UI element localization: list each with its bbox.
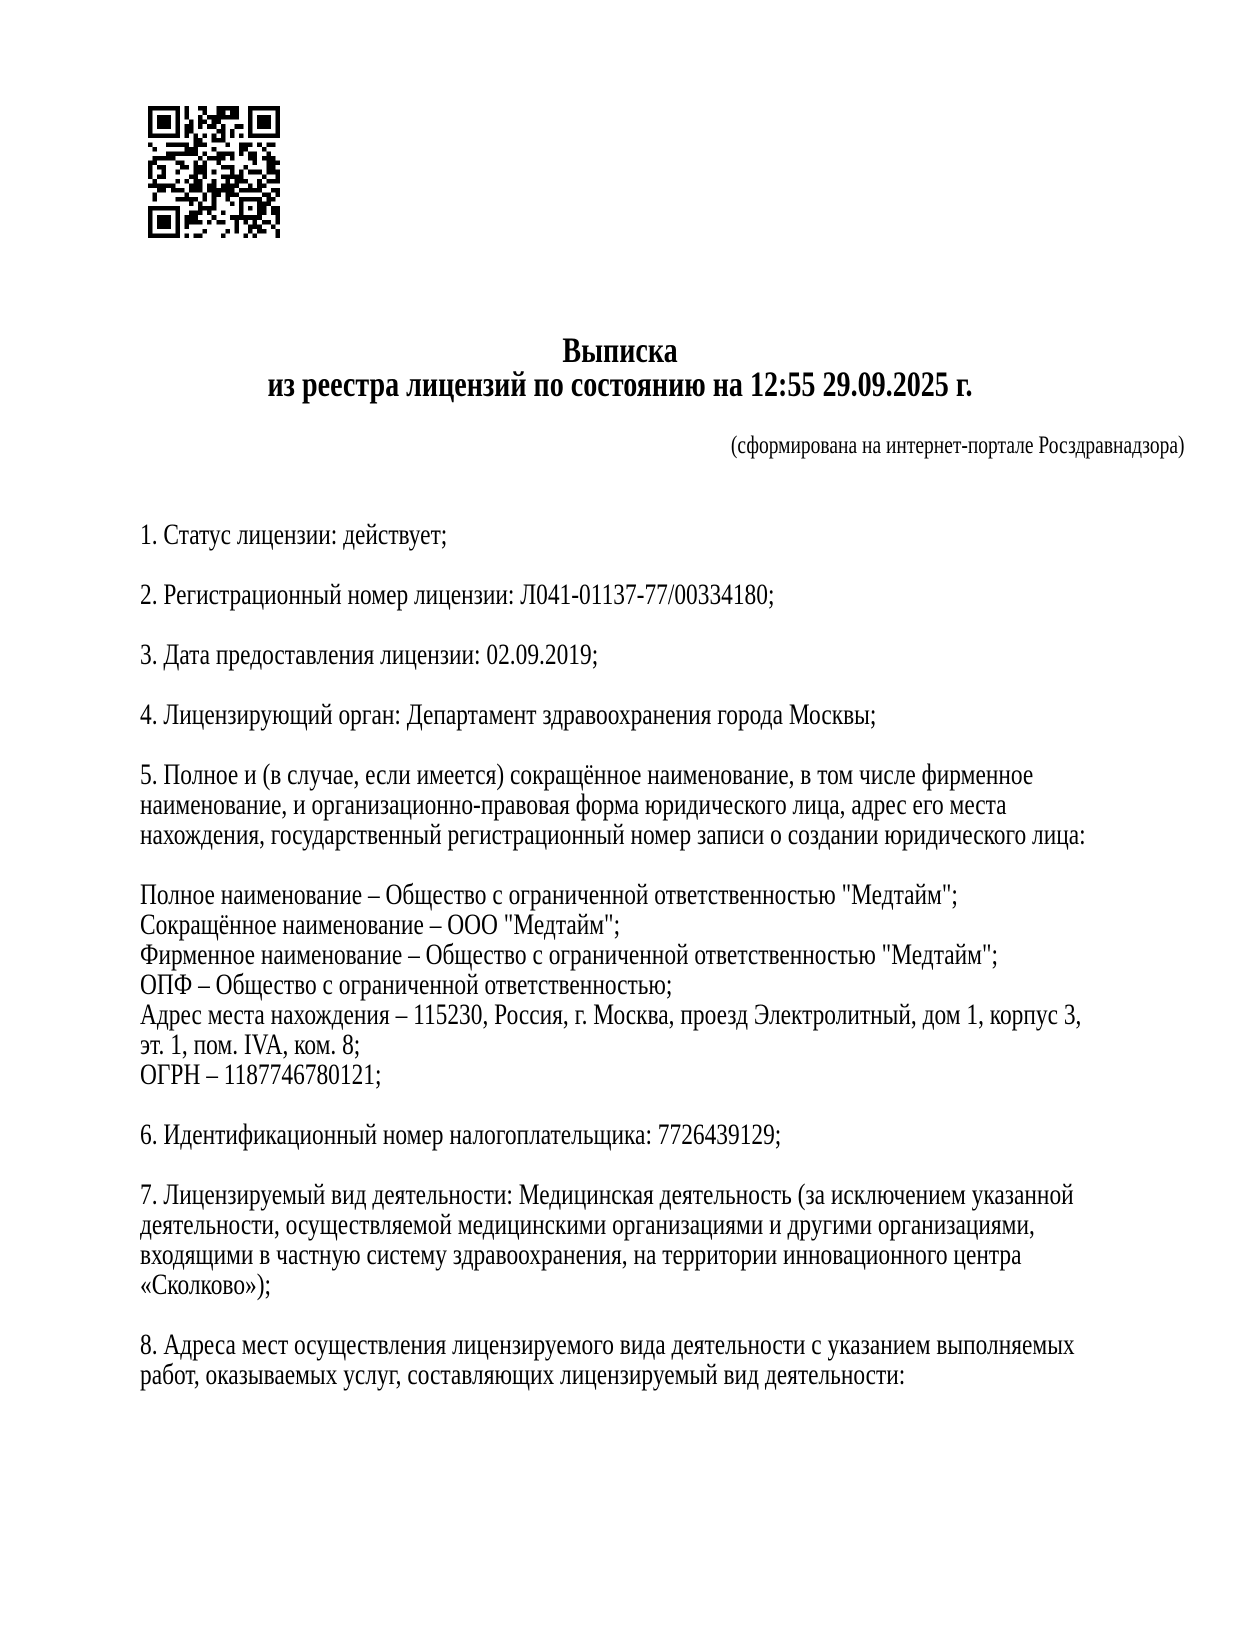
text-line: деятельности, осуществляемой медицинскими организациями и другими организациями, [140, 1208, 1035, 1241]
text-line: ОГРН – 1187746780121; [140, 1058, 382, 1091]
text-line: эт. 1, пом. IVA, ком. 8; [140, 1028, 361, 1061]
document-subtitle: (сформирована на интернет-портале Росздравнадзора) [731, 432, 1185, 459]
paragraph-license-date [140, 640, 1140, 670]
paragraph-licensed-activity [140, 1180, 1140, 1300]
text-line: Адрес места нахождения – 115230, Россия, г. Москва, проезд Электролитный, дом 1, корпус 3, [140, 998, 1082, 1031]
document-title-line1: Выписка [562, 330, 678, 370]
paragraph-organization-details [140, 880, 1140, 1090]
text-line: 6. Идентификационный номер налогоплательщика: 7726439129; [140, 1118, 782, 1151]
paragraph-inn [140, 1120, 1140, 1150]
text-line: 8. Адреса мест осуществления лицензируемого вида деятельности с указанием выполняемых [140, 1328, 1075, 1361]
text-line: 1. Статус лицензии: действует; [140, 518, 448, 551]
text-line: работ, оказываемых услуг, составляющих лицензируемый вид деятельности: [140, 1358, 906, 1391]
text-line: 3. Дата предоставления лицензии: 02.09.2019; [140, 638, 599, 671]
text-line: наименование, и организационно-правовая форма юридического лица, адрес его места [140, 788, 1007, 821]
text-line: 4. Лицензирующий орган: Департамент здравоохранения города Москвы; [140, 698, 877, 731]
paragraph-organization-intro [140, 760, 1140, 850]
text-line: Фирменное наименование – Общество с ограниченной ответственностью "Медтайм"; [140, 938, 998, 971]
text-line: нахождения, государственный регистрационный номер записи о создании юридического лица: [140, 818, 1086, 851]
text-line: входящими в частную систему здравоохранения, на территории инновационного центра [140, 1238, 1022, 1271]
text-line: Полное наименование – Общество с ограниченной ответственностью "Медтайм"; [140, 878, 958, 911]
document-title [0, 330, 1240, 404]
text-line: Сокращённое наименование – ООО "Медтайм"; [140, 908, 621, 941]
document-body [140, 520, 1140, 1420]
document-title-line2: из реестра лицензий по состоянию на 12:55 29.09.2025 г. [267, 364, 973, 404]
paragraph-license-status [140, 520, 1140, 550]
text-line: 2. Регистрационный номер лицензии: Л041-01137-77/00334180; [140, 578, 775, 611]
text-line: 5. Полное и (в случае, если имеется) сокращённое наименование, в том числе фирменное [140, 758, 1034, 791]
text-line: ОПФ – Общество с ограниченной ответственностью; [140, 968, 673, 1001]
paragraph-licensing-authority [140, 700, 1140, 730]
qr-code-icon [148, 106, 280, 238]
text-line: 7. Лицензируемый вид деятельности: Медицинская деятельность (за исключением указанной [140, 1178, 1074, 1211]
text-line: «Сколково»); [140, 1268, 272, 1301]
paragraph-activity-addresses [140, 1330, 1140, 1390]
paragraph-registration-number [140, 580, 1140, 610]
